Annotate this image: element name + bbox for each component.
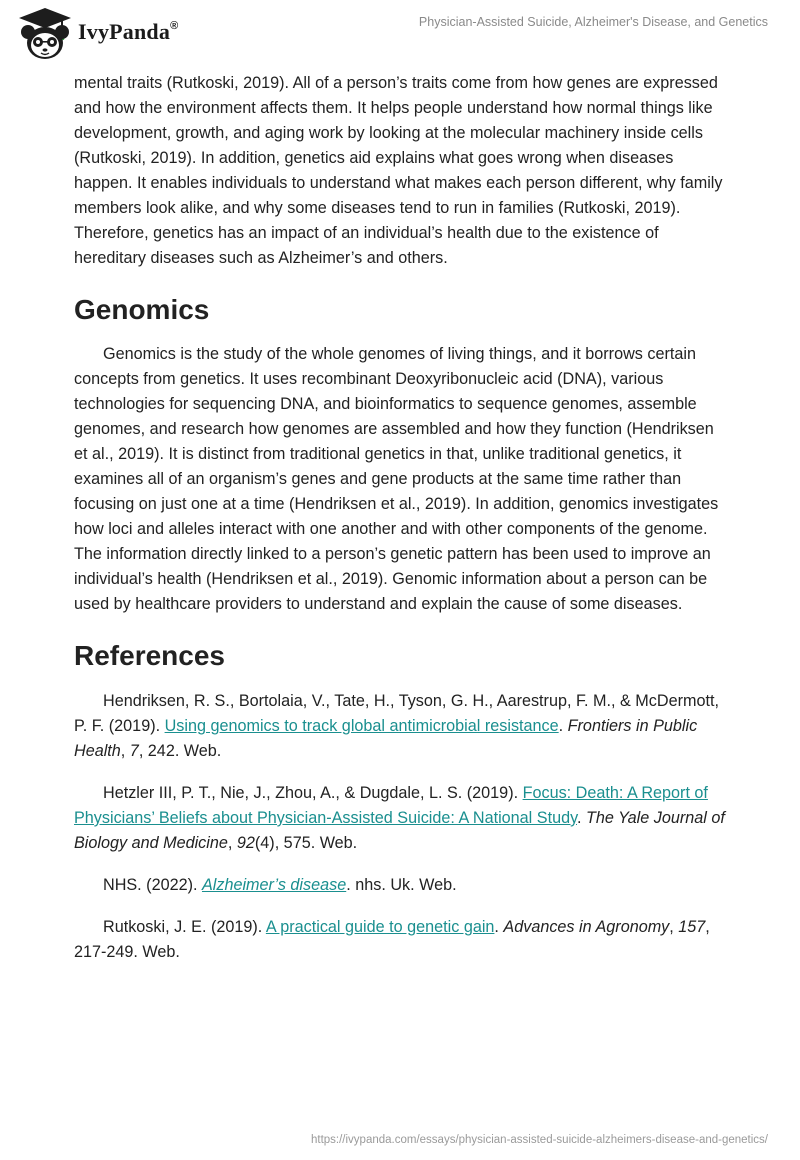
intro-paragraph: mental traits (Rutkoski, 2019). All of a person’s traits come from how genes are expressed and how the environment affects them. It helps people understand how normal things like development, growth, and aging work by looking at the molecular machinery inside cells (Rutkoski, 2019). In addition, genetics aid explains what goes wrong when diseases happen. It enables individuals to understand what makes each person different, why family members look alike, and why some diseases tend to run in families (Rutkoski, 2019). Therefore, genetics has an impact of an individual’s health due to the existence of hereditary diseases such as Alzheimer’s and others. <box>74 74 723 267</box>
genomics-paragraph: Genomics is the study of the whole genomes of living things, and it borrows certain concepts from genetics. It uses recombinant Deoxyribonucleic acid (DNA), various technologies for sequencing DNA, and bioinformatics to sequence genomes, assemble genomes, and research how genomes are assembled and how they function (Hendriksen et al., 2019). It is distinct from traditional genetics in that, unlike traditional genetics, it examines all of an organism’s genes and gene products at the same time rather than focusing on just one at a time (Hendriksen et al., 2019). In addition, genomics investigates how loci and alleles interact with one another and with other components of the genome. The information directly linked to a person’s genetic pattern has been used to improve an individual’s health (Hendriksen et al., 2019). Genomic information about a person can be used by healthcare providers to understand and explain the cause of some diseases. <box>74 345 719 613</box>
reference-item: Rutkoski, J. E. (2019). A practical guide to genetic gain. Advances in Agronomy, 157, 217-249. Web. <box>74 918 710 961</box>
reference-link[interactable]: Alzheimer’s disease <box>201 876 347 894</box>
genomics-heading: Genomics <box>74 294 210 325</box>
footer-source-url[interactable]: https://ivypanda.com/essays/physician-assisted-suicide-alzheimers-disease-and-genetics/ <box>310 1134 768 1146</box>
panda-logo-icon[interactable] <box>14 6 76 62</box>
reference-item: Hetzler III, P. T., Nie, J., Zhou, A., & Dugdale, L. S. (2019). Focus: Death: A Report of Physicians’ Beliefs about Physician-Assisted Suicide: A National Study. The Yale Journal of Biology and Medicine, 92(4), 575. Web. <box>74 784 725 852</box>
reference-item: NHS. (2022). Alzheimer’s disease. nhs. Uk. Web. <box>103 876 457 894</box>
article-body <box>74 71 726 965</box>
reference-link[interactable]: Focus: Death: A Report of Physicians’ Beliefs about Physician-Assisted Suicide: A National Study <box>74 784 708 827</box>
brand-name[interactable]: IvyPanda® <box>78 19 179 44</box>
references-heading: References <box>74 640 225 671</box>
document-title: Physician-Assisted Suicide, Alzheimer's Disease, and Genetics <box>418 15 768 29</box>
reference-link[interactable]: Using genomics to track global antimicrobial resistance <box>164 717 559 735</box>
page-header <box>0 0 800 62</box>
reference-item: Hendriksen, R. S., Bortolaia, V., Tate, H., Tyson, G. H., Aarestrup, F. M., & McDermott, P. F. (2019). Using genomics to track global antimicrobial resistance. Frontiers in Public Health, 7, 242. Web. <box>74 692 719 760</box>
reference-link[interactable]: A practical guide to genetic gain <box>265 918 495 936</box>
